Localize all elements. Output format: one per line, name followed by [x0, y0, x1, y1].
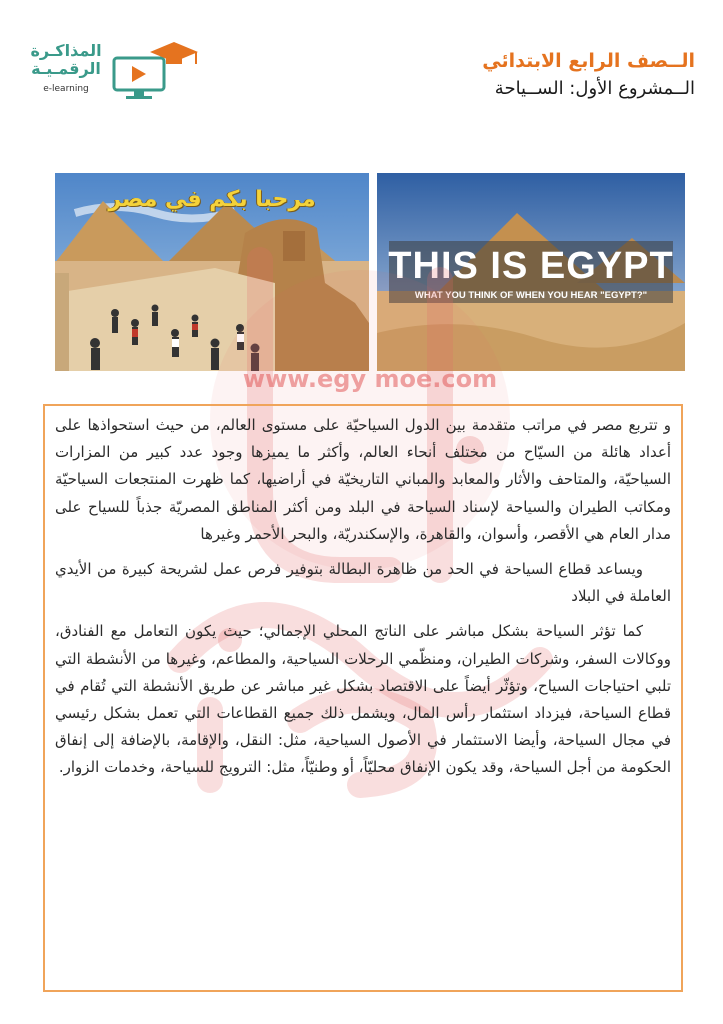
- monitor-graduation-cap-icon: [108, 38, 200, 104]
- watermark-url: www.egy moe.com: [242, 365, 498, 393]
- this-is-egypt-subtitle: WHAT YOU THINK OF WHEN YOU HEAR "EGYPT?": [414, 290, 648, 301]
- grade-title: الــصف الرابع الابتدائي: [482, 50, 695, 72]
- welcome-caption: مرحبا بكم في مصر: [108, 187, 316, 212]
- project-title: الــمشروع الأول: الســياحة: [494, 78, 695, 99]
- logo-line-3: e-learning: [43, 84, 89, 94]
- this-is-egypt-title: THIS IS EGYPT: [388, 245, 674, 287]
- article-text-box: [43, 404, 683, 992]
- logo-line-2: الرقمـيـة: [31, 59, 101, 78]
- header-title-block: [435, 48, 695, 102]
- photo-this-is-egypt: [377, 173, 685, 371]
- paragraph-1: و تتربع مصر في مراتب متقدمة بين الدول السياحيّة على مستوى العالم، من حيث استحواذها على أعداد هائلة من السيّاح من مختلف أنحاء العالم، وأكثر ما يميزها وجود عدد كبير من المزارات السياحيّة، والمتاحف والأثار والمعابد والمباني التاريخيّة في أراضيها، كما ظهرت المنتجعات السياحيّة ومكاتب الطيران والسياحة لإسناد السياحة في البلد ومن أكثر المناطق المصريّة جذباً للسياح على مدار العام هي الأقصر، وأسوان، والقاهرة، والإسكندريّة، والبحر الأحمر وغيرها: [55, 416, 671, 543]
- site-logo: [30, 38, 200, 104]
- paragraph-3: كما تؤثر السياحة بشكل مباشر على الناتج المحلي الإجمالي؛ حيث يكون التعامل مع الفنادق، ووكالات السفر، وشركات الطيران، ومنظّمي الرحلات السياحية، والمطاعم، وغيرها من الأنشطة التي تلبي احتياجات السياح، وتؤثّر أيضاً على الاقتصاد بشكل غير مباشر عن طريق الأنشطة التي تُقام في قطاع السياحة، فيزداد استثمار رأس المال، ويشمل ذلك جميع القطاعات التي تعمل بشكل رئيسي في مجال السياحة، وأيضا الاستثمار في الأصول السياحية، مثل: النقل، والإقامة، بالإضافة إلى إنفاق الحكومة من أجل السياحة، وقد يكون الإنفاق محليّاً، أو وطنيّاً، مثل: الترويج للسياحة، وخدمات الزوار.: [55, 622, 671, 777]
- photo-pyramids-sphinx: [55, 173, 369, 371]
- logo-text: [30, 42, 102, 98]
- logo-line-1: المذاكـرة: [30, 41, 102, 60]
- paragraph-2: ويساعد قطاع السياحة في الحد من ظاهرة البطالة بتوفير فرص عمل لشريحة كبيرة من الأيدي العاملة في البلاد: [55, 560, 671, 606]
